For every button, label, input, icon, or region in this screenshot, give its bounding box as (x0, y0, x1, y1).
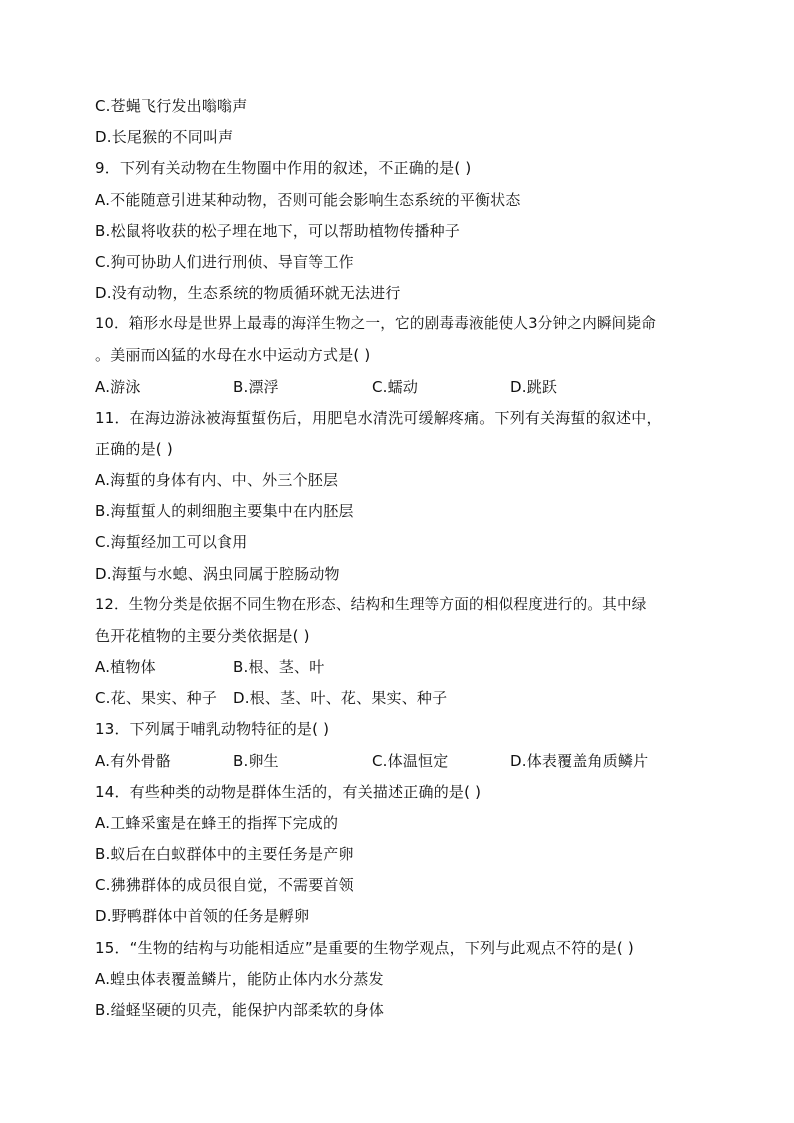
q13-stem: 13．下列属于哺乳动物特征的是( ) (95, 720, 330, 738)
q9-option-a: A.不能随意引进某种动物，否则可能会影响生态系统的平衡状态 (95, 191, 521, 209)
q10-option-b: B.漂浮 (233, 378, 279, 396)
q8-option-d: D.长尾猴的不同叫声 (95, 128, 234, 146)
q9-option-b: B.松鼠将收获的松子埋在地下，可以帮助植物传播种子 (95, 222, 461, 240)
q10-option-d: D.跳跃 (510, 378, 558, 396)
q15-stem: 15．“生物的结构与功能相适应”是重要的生物学观点，下列与此观点不符的是( ) (95, 939, 634, 957)
q14-option-c: C.狒狒群体的成员很自觉，不需要首领 (95, 876, 354, 894)
q8-option-c: C.苍蝇飞行发出嗡嗡声 (95, 97, 248, 115)
q11-option-b: B.海蜇蜇人的刺细胞主要集中在内胚层 (95, 502, 354, 520)
q12-option-c: C.花、果实、种子 (95, 689, 218, 707)
q12-option-d: D.根、茎、叶、花、果实、种子 (233, 689, 448, 707)
q13-option-a: A.有外骨骼 (95, 752, 171, 770)
q10-option-c: C.蠕动 (372, 378, 419, 396)
q11-stem-line2: 正确的是( ) (95, 440, 173, 458)
q12-stem-line1: 12．生物分类是依据不同生物在形态、结构和生理等方面的相似程度进行的。其中绿 (95, 596, 647, 613)
q9-stem: 9．下列有关动物在生物圈中作用的叙述，不正确的是( ) (95, 159, 472, 177)
q9-option-c: C.狗可协助人们进行刑侦、导盲等工作 (95, 253, 354, 271)
q11-option-d: D.海蜇与水螅、涡虫同属于腔肠动物 (95, 565, 340, 583)
q10-option-a: A.游泳 (95, 378, 141, 396)
q11-stem-line1: 11．在海边游泳被海蜇蜇伤后，用肥皂水清洗可缓解疼痛。下列有关海蜇的叙述中， (95, 409, 662, 427)
q12-option-a: A.植物体 (95, 658, 156, 676)
q14-option-a: A.工蜂采蜜是在蜂王的指挥下完成的 (95, 814, 339, 832)
q11-option-c: C.海蜇经加工可以食用 (95, 533, 248, 551)
q10-stem-line2: 。美丽而凶猛的水母在水中运动方式是( ) (95, 346, 371, 364)
q14-option-b: B.蚁后在白蚁群体中的主要任务是产卵 (95, 845, 354, 863)
q10-stem-line1: 10．箱形水母是世界上最毒的海洋生物之一，它的剧毒毒液能使人3分钟之内瞬间毙命 (95, 315, 657, 332)
q13-option-d: D.体表覆盖角质鳞片 (510, 752, 649, 770)
q13-option-c: C.体温恒定 (372, 752, 449, 770)
q12-option-b: B.根、茎、叶 (233, 658, 325, 676)
q14-option-d: D.野鸭群体中首领的任务是孵卵 (95, 907, 310, 925)
q14-stem: 14．有些种类的动物是群体生活的，有关描述正确的是( ) (95, 783, 482, 801)
q13-option-b: B.卵生 (233, 752, 279, 770)
q15-option-a: A.蝗虫体表覆盖鳞片，能防止体内水分蒸发 (95, 970, 384, 988)
q12-stem-line2: 色开花植物的主要分类依据是( ) (95, 627, 310, 645)
q15-option-b: B.缢蛏坚硬的贝壳，能保护内部柔软的身体 (95, 1001, 385, 1019)
q9-option-d: D.没有动物，生态系统的物质循环就无法进行 (95, 284, 401, 302)
q11-option-a: A.海蜇的身体有内、中、外三个胚层 (95, 471, 339, 489)
